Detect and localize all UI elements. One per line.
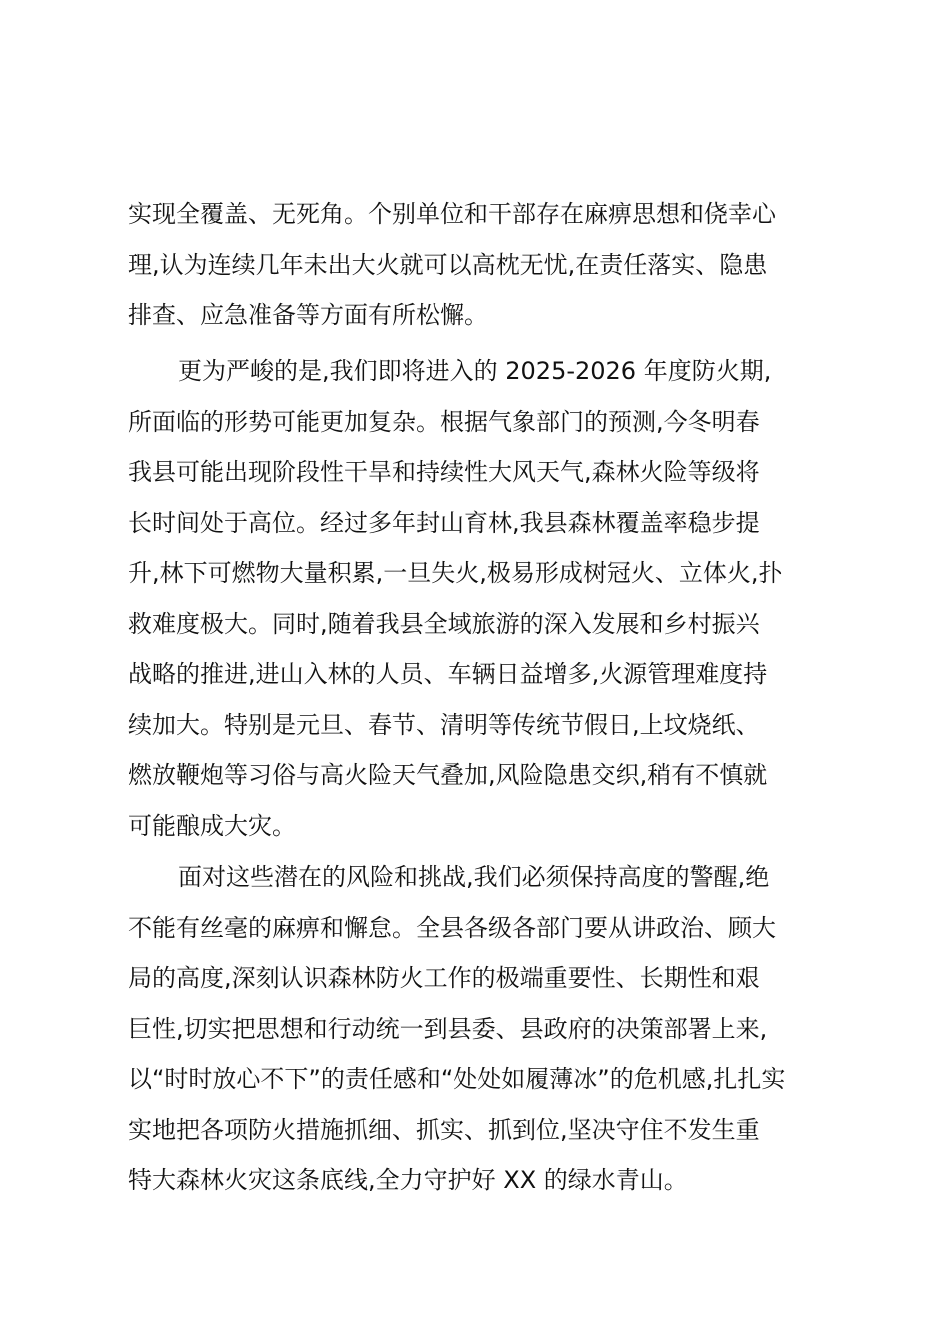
paragraph-line: 燃放鞭炮等习俗与高火险天气叠加,风险隐患交织,稍有不慎就 (128, 761, 768, 789)
paragraph-line: 局的高度,深刻认识森林防火工作的极端重要性、长期性和艰 (128, 964, 760, 992)
paragraph-line: 面对这些潜在的风险和挑战,我们必须保持高度的警醒,绝 (178, 863, 770, 891)
paragraph-line: 以“时时放心不下”的责任感和“处处如履薄冰”的危机感,扎扎实 (128, 1065, 786, 1093)
paragraph-1 (128, 189, 828, 341)
paragraph-line: 救难度极大。同时,随着我县全域旅游的深入发展和乡村振兴 (128, 609, 760, 638)
paragraph-line: 实地把各项防火措施抓细、抓实、抓到位,坚决守住不发生重 (128, 1115, 760, 1144)
paragraph-2 (128, 346, 828, 851)
paragraph-line: 长时间处于高位。经过多年封山育林,我县森林覆盖率稳步提 (128, 508, 760, 537)
paragraph-line: 升,林下可燃物大量积累,一旦失火,极易形成树冠火、立体火,扑 (128, 559, 783, 587)
paragraph-line: 我县可能出现阶段性干旱和持续性大风天气,森林火险等级将 (128, 458, 760, 486)
paragraph-line: 可能酿成大灾。 (128, 811, 296, 840)
paragraph-line: 续加大。特别是元旦、春节、清明等传统节假日,上坟烧纸、 (128, 710, 760, 739)
paragraph-line: 理,认为连续几年未出大火就可以高枕无忧,在责任落实、隐患 (128, 250, 768, 279)
paragraph-3 (128, 852, 828, 1206)
paragraph-line: 排查、应急准备等方面有所松懈。 (128, 301, 488, 329)
paragraph-line: 战略的推进,进山入林的人员、车辆日益增多,火源管理难度持 (128, 660, 768, 688)
paragraph-line: 所面临的形势可能更加复杂。根据气象部门的预测,今冬明春 (128, 407, 760, 436)
paragraph-line: 更为严峻的是,我们即将进入的 2025-2026 年度防火期, (178, 357, 772, 385)
paragraph-line: 实现全覆盖、无死角。个别单位和干部存在麻痹思想和侥幸心 (128, 200, 776, 228)
paragraph-line: 不能有丝毫的麻痹和懈怠。全县各级各部门要从讲政治、顾大 (128, 913, 776, 942)
paragraph-line: 巨性,切实把思想和行动统一到县委、县政府的决策部署上来, (128, 1014, 768, 1043)
paragraph-line: 特大森林火灾这条底线,全力守护好 XX 的绿水青山。 (128, 1166, 688, 1194)
